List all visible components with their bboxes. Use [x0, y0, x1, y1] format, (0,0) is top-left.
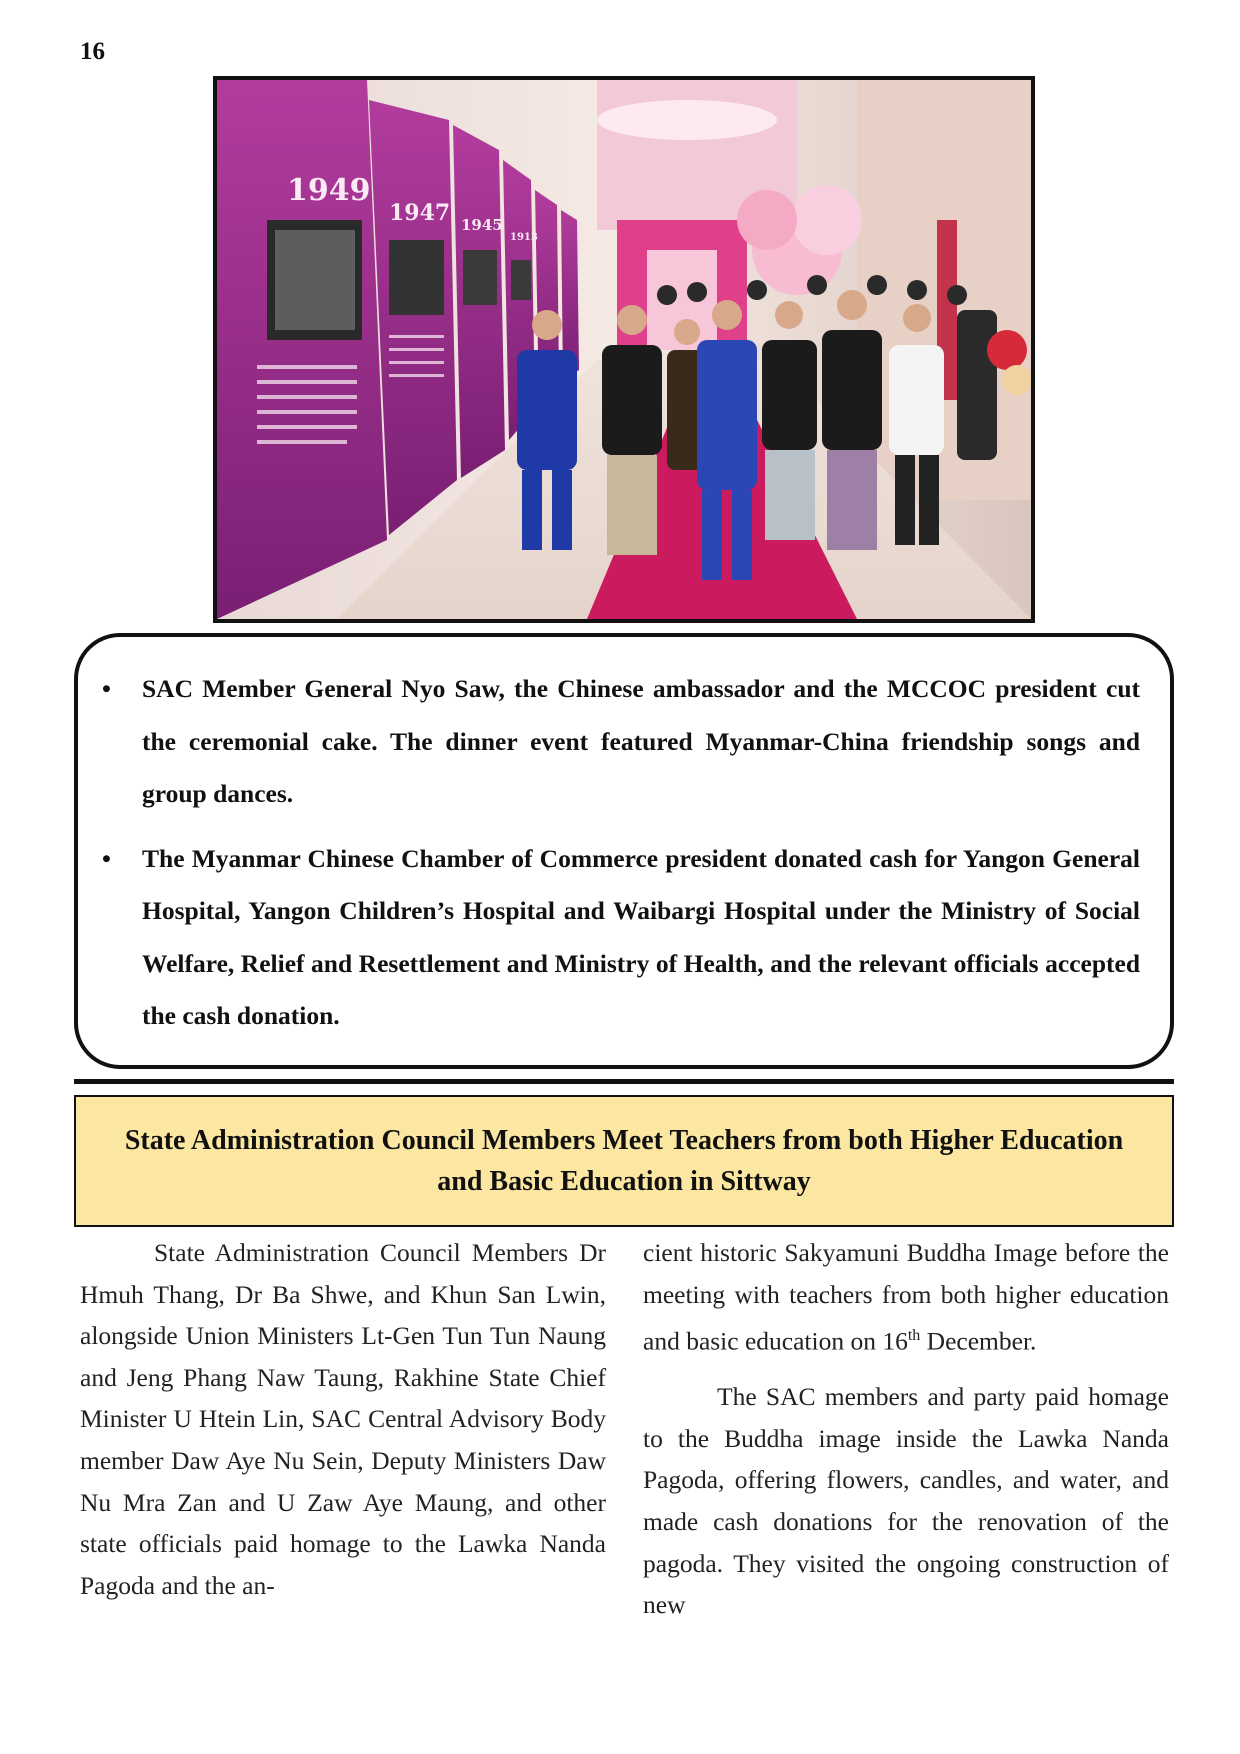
panel-year-3: 1945	[461, 216, 503, 234]
paragraph-end: December.	[920, 1326, 1037, 1356]
section-divider	[74, 1079, 1174, 1084]
article-column-right	[643, 1232, 1169, 1626]
bullet-icon: •	[102, 843, 111, 873]
article-headline: State Administration Council Members Meet Teachers from both Higher Education and Basic Education in Sittway	[74, 1095, 1174, 1227]
highlight-text: SAC Member General Nyo Saw, the Chinese ambassador and the MCCOC president cut the ceremonial cake. The dinner event featured Myanmar-China friendship songs and group dances.	[142, 674, 1140, 808]
highlights-box	[74, 633, 1174, 1069]
article-paragraph	[643, 1232, 1169, 1362]
article-paragraph: The SAC members and party paid homage to the Buddha image inside the Lawka Nanda Pagoda, offering flowers, candles, and water, and made cash donations for the renovation of the pagoda. They visited the ongoing construction of new	[643, 1382, 1169, 1620]
page-number: 16	[80, 38, 105, 65]
highlight-text: The Myanmar Chinese Chamber of Commerce president donated cash for Yangon General Hospital, Yangon Children’s Hospital and Waibargi Hospital under the Ministry of Social Welfare, Relief and Resettlement and Ministry of Health, and the relevant officials accepted the cash donation.	[142, 843, 1140, 1030]
panel-year-2: 1947	[389, 200, 451, 226]
article-column-left	[80, 1232, 606, 1606]
highlights-list	[102, 663, 1140, 1043]
event-photo	[213, 76, 1035, 623]
exhibition-photo-illustration	[217, 80, 1031, 619]
panel-year-4: 1913	[510, 232, 538, 243]
panel-year-1: 1949	[287, 173, 371, 208]
highlight-item	[102, 663, 1140, 821]
article-paragraph: State Administration Council Members Dr Hmuh Thang, Dr Ba Shwe, and Khun San Lwin, alongside Union Ministers Lt-Gen Tun Tun Naung and Jeng Phang Naw Taung, Rakhine State Chief Minister U Htein Lin, SAC Central Advisory Body member Daw Aye Nu Sein, Deputy Ministers Daw Nu Mra Zan and U Zaw Aye Maung, and other state officials paid homage to the Lawka Nanda Pagoda and the an-	[80, 1238, 606, 1600]
paragraph-text: cient historic Sakyamuni Buddha Image before the meeting with teachers from both higher education and basic education on 16	[643, 1238, 1169, 1356]
highlight-item	[102, 833, 1140, 1043]
ordinal-suffix: th	[907, 1327, 921, 1345]
bullet-icon: •	[102, 674, 111, 703]
